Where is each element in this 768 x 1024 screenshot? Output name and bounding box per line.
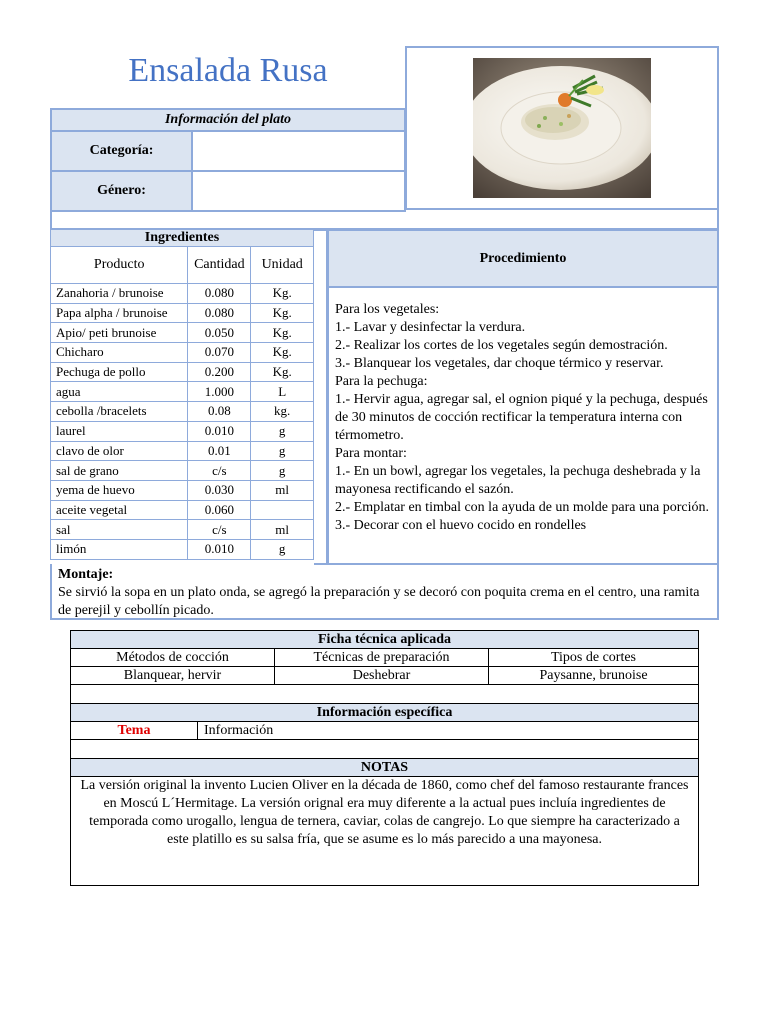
cell-unidad: L — [251, 382, 314, 402]
col-producto: Producto — [51, 247, 188, 284]
col-cantidad: Cantidad — [188, 247, 251, 284]
val-metodos: Blanquear, hervir — [71, 667, 275, 685]
procedure-line: 2.- Realizar los cortes de los vegetales según demostración. — [335, 338, 668, 353]
spacer-row — [50, 209, 719, 230]
table-row — [51, 500, 314, 520]
cell-unidad — [251, 500, 314, 520]
cell-producto: aceite vegetal — [51, 500, 188, 520]
genero-label: Género: — [51, 171, 192, 211]
table-row — [51, 441, 314, 461]
dish-photo-frame — [405, 46, 719, 210]
cell-producto: laurel — [51, 421, 188, 441]
cell-cantidad: c/s — [188, 520, 251, 540]
cell-unidad: g — [251, 539, 314, 559]
tema-label: Tema — [71, 722, 198, 740]
cell-cantidad: c/s — [188, 461, 251, 481]
cell-unidad: ml — [251, 480, 314, 500]
ficha-header: Ficha técnica aplicada — [71, 631, 699, 649]
procedure-line: Para montar: — [335, 446, 407, 461]
table-row — [51, 323, 314, 343]
cell-cantidad: 0.010 — [188, 539, 251, 559]
cell-cantidad: 0.080 — [188, 303, 251, 323]
cell-unidad: Kg. — [251, 343, 314, 363]
procedure-line: 2.- Emplatar en timbal con la ayuda de un molde para una porción. — [335, 500, 709, 515]
cell-producto: yema de huevo — [51, 480, 188, 500]
table-row — [51, 303, 314, 323]
cell-producto: sal de grano — [51, 461, 188, 481]
table-row — [51, 421, 314, 441]
cell-cantidad: 1.000 — [188, 382, 251, 402]
cell-producto: limón — [51, 539, 188, 559]
procedimiento-header: Procedimiento — [327, 229, 719, 288]
informacion-label: Información — [198, 722, 699, 740]
cell-producto: Chicharo — [51, 343, 188, 363]
procedure-line: 3.- Decorar con el huevo cocido en rondelles — [335, 518, 587, 533]
procedure-line: 1.- En un bowl, agregar los vegetales, la pechuga deshebrada y la mayonesa rectificando el sazón. — [335, 464, 701, 497]
cell-unidad: Kg. — [251, 284, 314, 304]
cell-producto: clavo de olor — [51, 441, 188, 461]
cell-cantidad: 0.08 — [188, 402, 251, 422]
cell-unidad: Kg. — [251, 323, 314, 343]
cell-unidad: Kg. — [251, 303, 314, 323]
table-row — [51, 480, 314, 500]
categoria-value — [192, 131, 405, 171]
cell-cantidad: 0.01 — [188, 441, 251, 461]
procedure-line: 3.- Blanquear los vegetales, dar choque térmico y reservar. — [335, 356, 664, 371]
dish-photo — [473, 58, 651, 198]
notas-header: NOTAS — [71, 759, 699, 777]
info-especifica-header: Información específica — [71, 704, 699, 722]
table-row — [51, 520, 314, 540]
cell-cantidad: 0.070 — [188, 343, 251, 363]
val-tecnicas: Deshebrar — [275, 667, 489, 685]
cell-producto: Papa alpha / brunoise — [51, 303, 188, 323]
cell-producto: Zanahoria / brunoise — [51, 284, 188, 304]
cell-cantidad: 0.080 — [188, 284, 251, 304]
procedure-line: Para la pechuga: — [335, 374, 428, 389]
procedure-line: Para los vegetales: — [335, 302, 440, 317]
ingredients-header: Ingredientes — [51, 230, 314, 247]
val-cortes: Paysanne, brunoise — [489, 667, 699, 685]
table-row — [51, 461, 314, 481]
cell-cantidad: 0.200 — [188, 362, 251, 382]
cell-cantidad: 0.050 — [188, 323, 251, 343]
col-tecnicas: Técnicas de preparación — [275, 649, 489, 667]
procedimiento-text — [327, 287, 719, 565]
table-row — [51, 382, 314, 402]
info-table — [50, 108, 406, 212]
procedure-line: 1.- Hervir agua, agregar sal, el ognion piqué y la pechuga, después de 30 minutos de cocción rectificar la temperatura interna con térmometro. — [335, 392, 708, 443]
montaje-text: Se sirvió la sopa en un plato onda, se agregó la preparación y se decoró con poquita crema en el centro, una ramita de perejil y cebollín picado. — [58, 585, 700, 618]
info-header: Información del plato — [51, 109, 405, 131]
ingredients-table — [50, 229, 314, 560]
cell-producto: sal — [51, 520, 188, 540]
cell-unidad: g — [251, 441, 314, 461]
table-row — [51, 539, 314, 559]
table-row — [51, 343, 314, 363]
page-title: Ensalada Rusa — [128, 52, 328, 89]
cell-unidad: ml — [251, 520, 314, 540]
cell-cantidad: 0.060 — [188, 500, 251, 520]
montaje-section — [50, 564, 719, 620]
table-row — [51, 284, 314, 304]
procedure-line: 1.- Lavar y desinfectar la verdura. — [335, 320, 526, 335]
empty-row — [71, 740, 699, 759]
table-row — [51, 402, 314, 422]
col-unidad: Unidad — [251, 247, 314, 284]
cell-unidad: kg. — [251, 402, 314, 422]
cell-producto: Apio/ peti brunoise — [51, 323, 188, 343]
cell-producto: agua — [51, 382, 188, 402]
genero-value — [192, 171, 405, 211]
empty-row — [71, 685, 699, 704]
cell-producto: cebolla /bracelets — [51, 402, 188, 422]
gap-column — [314, 229, 328, 565]
cell-cantidad: 0.030 — [188, 480, 251, 500]
cell-unidad: g — [251, 421, 314, 441]
table-row — [51, 362, 314, 382]
notas-text: La versión original la invento Lucien Oliver en la década de 1860, como chef del famoso restaurante frances en Moscú L´Hermitage. La versión orignal era muy diferente a la actual pues incluía ingredientes de temporada como urogallo, lengua de ternera, caviar, colas de cangrejo. Lo que siempre ha caracterizado a este platillo es su salsa fría, que se asume es lo más parecido a una mayonesa. — [71, 777, 699, 886]
montaje-label: Montaje: — [58, 567, 114, 582]
cell-cantidad: 0.010 — [188, 421, 251, 441]
cell-unidad: Kg. — [251, 362, 314, 382]
col-cortes: Tipos de cortes — [489, 649, 699, 667]
ficha-tecnica-table — [70, 630, 699, 886]
cell-unidad: g — [251, 461, 314, 481]
cell-producto: Pechuga de pollo — [51, 362, 188, 382]
categoria-label: Categoría: — [51, 131, 192, 171]
col-metodos: Métodos de cocción — [71, 649, 275, 667]
